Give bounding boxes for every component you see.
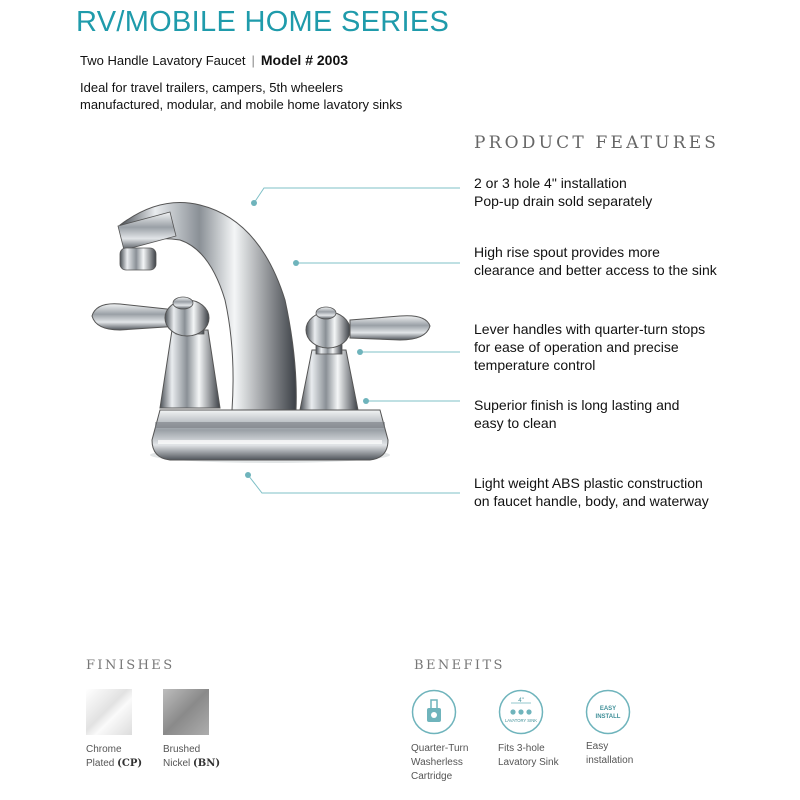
leader-dot-1: [251, 200, 257, 206]
easy-install-icon: [585, 689, 631, 735]
feature-text: High rise spout provides more: [474, 244, 660, 260]
cartridge-icon: [411, 689, 457, 735]
easy-install-label: [586, 740, 633, 768]
feature-item-spout: [474, 243, 717, 279]
benefit-text: Washerless: [411, 757, 463, 768]
feature-text: on faucet handle, body, and waterway: [474, 493, 709, 509]
feature-text: 2 or 3 hole 4" installation: [474, 175, 627, 191]
benefit-text: Quarter-Turn: [411, 743, 469, 754]
leader-dot-5: [245, 472, 251, 478]
finish-name: Nickel: [163, 758, 191, 769]
benefit-text: Cartridge: [411, 771, 453, 782]
faucet-image: [92, 203, 430, 464]
leader-dot-3: [357, 349, 363, 355]
brushed-nickel-label: [163, 743, 220, 771]
cartridge-label: [411, 742, 468, 784]
icon-caption: LAVATORY SINK: [504, 718, 538, 723]
feature-text: temperature control: [474, 357, 596, 373]
leader-dot-2: [293, 260, 299, 266]
feature-item-installation: [474, 174, 652, 210]
brushed-nickel-swatch: [163, 689, 209, 735]
benefit-text: Fits 3-hole: [498, 743, 545, 754]
finish-name: Chrome: [86, 744, 122, 755]
feature-text: for ease of operation and precise: [474, 339, 679, 355]
features-heading: PRODUCT FEATURES: [474, 133, 720, 153]
feature-text: Lever handles with quarter-turn stops: [474, 321, 706, 337]
icon-caption: EASY: [599, 706, 617, 712]
three-hole-icon: [498, 689, 544, 735]
three-hole-label: [498, 742, 559, 770]
finishes-heading: FINISHES: [86, 658, 175, 673]
benefits-heading: BENEFITS: [414, 658, 505, 673]
benefit-text: installation: [586, 755, 634, 766]
finish-name: Brushed: [163, 744, 201, 755]
subtitle-separator: |: [251, 53, 255, 68]
finish-code: (BN): [193, 758, 221, 769]
feature-text: clearance and better access to the sink: [474, 262, 717, 278]
finish-name: Plated: [86, 758, 115, 769]
feature-item-construction: [474, 474, 709, 510]
icon-dimension: 4": [518, 698, 524, 704]
feature-text: Superior finish is long lasting and: [474, 397, 680, 413]
leader-line-1: [254, 188, 460, 203]
intro-line-2: manufactured, modular, and mobile home lavatory sinks: [80, 97, 403, 112]
model-number: Model # 2003: [260, 52, 349, 68]
feature-item-handles: [474, 320, 705, 374]
chrome-label: [86, 743, 142, 771]
intro-line-1: Ideal for travel trailers, campers, 5th wheelers: [80, 80, 343, 95]
feature-text: easy to clean: [474, 415, 557, 431]
benefit-text: Lavatory Sink: [498, 757, 559, 768]
feature-text: Pop-up drain sold separately: [474, 193, 653, 209]
page-title: RV/MOBILE HOME SERIES: [76, 6, 450, 38]
chrome-swatch: [86, 689, 132, 735]
leader-dot-4: [363, 398, 369, 404]
product-type: Two Handle Lavatory Faucet: [80, 53, 246, 68]
leader-line-5: [248, 475, 460, 493]
feature-item-finish: [474, 396, 679, 432]
finish-code: (CP): [117, 758, 143, 769]
icon-caption: INSTALL: [595, 714, 621, 720]
feature-text: Light weight ABS plastic construction: [474, 475, 703, 491]
benefit-text: Easy: [586, 741, 609, 752]
